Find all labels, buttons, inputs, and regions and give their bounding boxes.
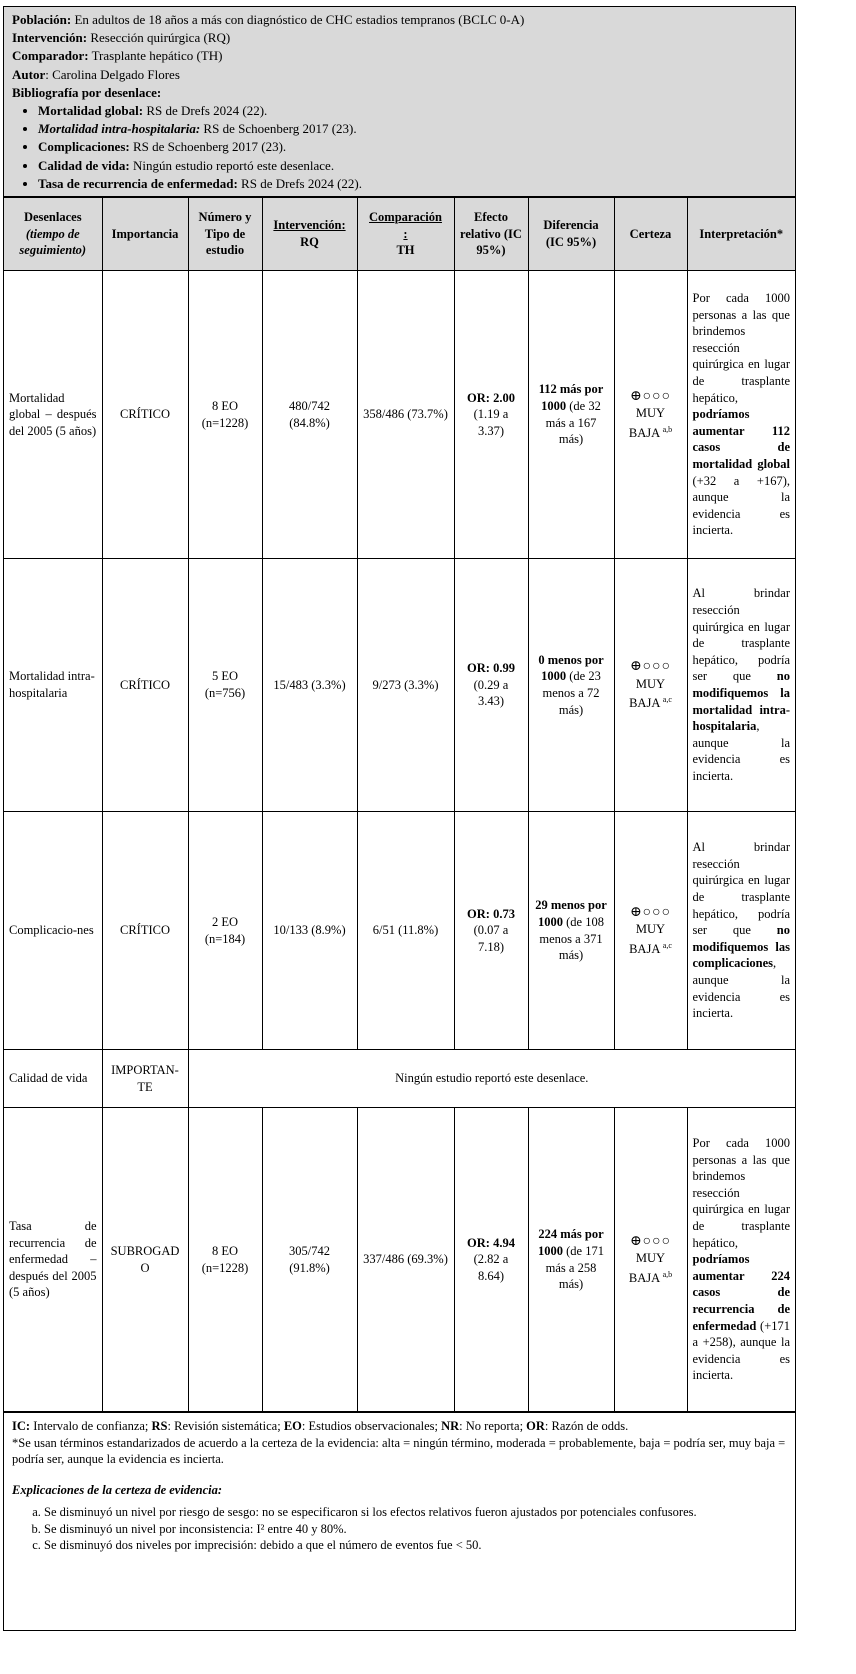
author-line [12, 66, 787, 84]
bibliography-item-text: RS de Schoenberg 2017 (23). [200, 121, 357, 137]
cell-efecto [454, 1108, 528, 1412]
evidence-table [4, 197, 795, 1412]
bibliography-item-label: Calidad de vida: [38, 157, 130, 173]
cell-desenlace: Mortalidad global – después del 2005 (5 años) [4, 271, 102, 559]
interp-post: , aunque la evidencia es incierta. [692, 956, 790, 1021]
diferencia-value: 29 menos por 1000 [535, 898, 607, 929]
header-desenlaces-text: Desenlaces [23, 210, 82, 225]
bibliography-item [38, 120, 787, 138]
interp-bold: podríamos aumentar 224 casos de recurrencia de enfermedad [692, 1252, 790, 1333]
explanations-list [12, 1504, 787, 1554]
interp-post: , aunque la evidencia es incierta. [692, 719, 790, 783]
table-row [4, 812, 795, 1050]
bibliography-item-text: Ningún estudio reportó este desenlace. [129, 157, 335, 173]
header-comparacion-b: TH [396, 243, 415, 258]
cell-desenlace: Complicacio-nes [4, 812, 102, 1050]
header-diferencia: Diferencia (IC 95%) [528, 198, 614, 271]
abbrev-label: EO [283, 1419, 302, 1433]
certainty-rating-icon: ⊕○○○ [629, 904, 672, 920]
cell-numero: 5 EO (n=756) [188, 559, 262, 812]
bibliography-title-text: Bibliografía por desenlace: [12, 84, 162, 100]
efecto-ci: (0.29 a 3.43) [473, 677, 509, 709]
certainty-label: MUY BAJA [629, 676, 666, 711]
interp-bold: podríamos aumentar 112 casos de mortalidad global [692, 407, 790, 471]
interp-pre: Al brindar resección quirúrgica en lugar de trasplante hepático, podría ser que [692, 586, 790, 684]
abbrev-text: : Razón de odds. [544, 1419, 629, 1433]
interp-pre: Por cada 1000 personas a las que brindemos resección quirúrgica en lugar de trasplante hepático, [692, 291, 790, 405]
cell-numero: 2 EO (n=184) [188, 812, 262, 1050]
cell-interpretacion [687, 812, 795, 1050]
interp-pre: Por cada 1000 personas a las que brindemos resección quirúrgica en lugar de trasplante hepático, [692, 1136, 790, 1250]
efecto-ci: (1.19 a 3.37) [473, 407, 509, 438]
cell-desenlace: Tasa de recurrencia de enfermedad – después del 2005 (5 años) [4, 1108, 102, 1412]
interp-post: (+32 a +167), aunque la evidencia es incierta. [692, 473, 790, 538]
explanations-title [12, 1482, 787, 1499]
abbrev-text: : Revisión sistemática; [167, 1419, 284, 1433]
header-desenlaces [4, 198, 102, 271]
diferencia-ci: (de 23 menos a 72 más) [542, 669, 601, 717]
cell-importancia: CRÍTICO [102, 559, 188, 812]
header-comparacion-colon: : [403, 226, 408, 241]
cell-efecto [454, 559, 528, 812]
interp-post: (+171 a +258), aunque la evidencia es incierta. [692, 1318, 790, 1383]
bibliography-item [38, 138, 787, 156]
population-label: Población: [12, 12, 72, 27]
summary-of-findings-document [3, 6, 796, 1631]
table-row [4, 559, 795, 812]
cell-certeza [614, 812, 687, 1050]
cell-intervencion: 15/483 (3.3%) [262, 559, 357, 812]
cell-merged-no-studies: Ningún estudio reportó este desenlace. [188, 1050, 795, 1108]
bibliography-item [38, 157, 787, 175]
cell-diferencia [528, 812, 614, 1050]
certainty-rating-icon: ⊕○○○ [629, 659, 672, 675]
efecto-ci: (2.82 a 8.64) [473, 1252, 509, 1283]
interp-bold: no modifiquemos las complicaciones [692, 923, 790, 971]
certainty-footnote: a,b [662, 1269, 673, 1279]
header-panel [4, 7, 795, 197]
cell-certeza [614, 1108, 687, 1412]
bibliography-item-label: Mortalidad intra-hospitalaria: [38, 121, 201, 137]
header-intervencion-b: RQ [300, 235, 319, 249]
efecto-value: OR: 2.00 [467, 390, 515, 405]
explanations-title-text: Explicaciones de la certeza de evidencia: [12, 1482, 223, 1497]
interp-bold: no modifiquemos la mortalidad intra-hospitalaria [692, 669, 790, 734]
bibliography-item-label: Tasa de recurrencia de enfermedad: [38, 175, 238, 191]
header-comparacion-a: Comparación [369, 210, 442, 225]
bibliography-item [38, 175, 787, 193]
cell-interpretacion [687, 271, 795, 559]
bibliography-item-label: Mortalidad global: [38, 103, 144, 119]
intervention-label: Intervención: [12, 30, 88, 46]
table-row [4, 1108, 795, 1412]
table-header-row [4, 198, 795, 271]
header-intervencion [262, 198, 357, 271]
abbrev-label: NR [441, 1419, 460, 1433]
header-certeza: Certeza [614, 198, 687, 271]
efecto-value: OR: 0.73 [467, 906, 515, 921]
header-desenlaces-sub: (tiempo de seguimiento) [19, 226, 87, 258]
abbrev-text: : No reporta; [459, 1419, 527, 1433]
header-efecto: Efecto relativo (IC 95%) [454, 198, 528, 271]
terms-note: *Se usan términos estandarizados de acuerdo a la certeza de la evidencia: alta = ningún término, moderada = probablemente, baja = podría ser, muy baja = podría ser, aunque la evidencia es incierta. [12, 1435, 786, 1466]
certainty-label: MUY BAJA [628, 406, 666, 440]
diferencia-ci: (de 108 menos a 371 más) [539, 914, 604, 963]
cell-desenlace: Calidad de vida [4, 1050, 102, 1108]
footnotes-panel [4, 1412, 795, 1558]
certainty-rating-icon: ⊕○○○ [629, 1233, 672, 1249]
header-intervencion-a: Intervención: [273, 218, 346, 233]
cell-certeza [614, 271, 687, 559]
author-text: : Carolina Delgado Flores [45, 66, 180, 82]
diferencia-ci: (de 171 más a 258 más) [545, 1243, 604, 1292]
population-text: En adultos de 18 años a más con diagnóstico de CHC estadios tempranos (BCLC 0-A) [74, 12, 525, 27]
abbrev-label: RS [151, 1419, 168, 1433]
cell-intervencion: 480/742 (84.8%) [262, 271, 357, 559]
efecto-ci: (0.07 a 7.18) [473, 923, 509, 954]
bibliography-list [12, 102, 787, 193]
comparator-text: Trasplante hepático (TH) [91, 48, 223, 64]
explanation-item: c. Se disminuyó dos niveles por imprecisión: debido a que el número de eventos fue < 50. [44, 1537, 787, 1554]
abbreviations-line [12, 1418, 787, 1435]
comparator-label: Comparador: [12, 48, 89, 64]
explanation-item: a. Se disminuyó un nivel por riesgo de sesgo: no se especificaron si los efectos relativos fueron ajustados por potenciales confusores. [44, 1504, 787, 1521]
certainty-label: MUY BAJA [628, 1251, 666, 1285]
abbrev-text: : Estudios observacionales; [301, 1419, 442, 1433]
header-interpretacion: Interpretación* [687, 198, 795, 271]
cell-importancia: CRÍTICO [102, 271, 188, 559]
intervention-text: Resección quirúrgica (RQ) [90, 30, 231, 46]
abbrev-label: OR [526, 1419, 545, 1433]
bibliography-title [12, 84, 787, 102]
certainty-footnote: a,c [662, 695, 672, 705]
cell-importancia: IMPORTAN-TE [102, 1050, 188, 1108]
bibliography-item-text: RS de Schoenberg 2017 (23). [129, 139, 287, 155]
cell-comparacion: 6/51 (11.8%) [357, 812, 454, 1050]
diferencia-value: 0 menos por 1000 [538, 652, 604, 684]
cell-interpretacion [687, 559, 795, 812]
bibliography-item-label: Complicaciones: [38, 139, 130, 155]
cell-efecto [454, 271, 528, 559]
cell-intervencion: 305/742 (91.8%) [262, 1108, 357, 1412]
population-line [12, 11, 787, 29]
header-comparacion [357, 198, 454, 271]
comparator-line [12, 47, 787, 65]
diferencia-value: 224 más por 1000 [538, 1227, 604, 1258]
certainty-rating-icon: ⊕○○○ [629, 388, 672, 404]
abbrev-label: IC: [12, 1419, 31, 1433]
cell-numero: 8 EO (n=1228) [188, 271, 262, 559]
table-row [4, 271, 795, 559]
cell-comparacion: 337/486 (69.3%) [357, 1108, 454, 1412]
header-importancia: Importancia [102, 198, 188, 271]
cell-intervencion: 10/133 (8.9%) [262, 812, 357, 1050]
bibliography-item-text: RS de Drefs 2024 (22). [143, 103, 268, 119]
efecto-value: OR: 0.99 [467, 661, 515, 676]
cell-comparacion: 358/486 (73.7%) [357, 271, 454, 559]
cell-desenlace: Mortalidad intra-hospitalaria [4, 559, 102, 812]
cell-importancia: CRÍTICO [102, 812, 188, 1050]
cell-comparacion: 9/273 (3.3%) [357, 559, 454, 812]
interp-pre: Al brindar resección quirúrgica en lugar de trasplante hepático, podría ser que [692, 840, 790, 938]
cell-diferencia [528, 559, 614, 812]
certainty-footnote: a,c [662, 940, 672, 950]
cell-diferencia [528, 271, 614, 559]
bibliography-item [38, 102, 787, 120]
header-numero: Número y Tipo de estudio [188, 198, 262, 271]
author-label: Autor [12, 66, 46, 82]
cell-diferencia [528, 1108, 614, 1412]
cell-certeza [614, 559, 687, 812]
efecto-value: OR: 4.94 [467, 1235, 515, 1250]
bibliography-item-text: RS de Drefs 2024 (22). [237, 175, 363, 191]
cell-interpretacion [687, 1108, 795, 1412]
cell-importancia: SUBROGADO [102, 1108, 188, 1412]
explanation-item: b. Se disminuyó un nivel por inconsistencia: I² entre 40 y 80%. [44, 1521, 787, 1538]
certainty-label: MUY BAJA [629, 922, 666, 956]
diferencia-value: 112 más por 1000 [538, 382, 604, 413]
diferencia-ci: (de 32 más a 167 más) [545, 398, 601, 447]
cell-efecto [454, 812, 528, 1050]
abbrev-text: Intervalo de confianza; [30, 1419, 152, 1433]
cell-numero: 8 EO (n=1228) [188, 1108, 262, 1412]
table-row [4, 1050, 795, 1108]
intervention-line [12, 29, 787, 47]
certainty-footnote: a,b [662, 424, 673, 434]
